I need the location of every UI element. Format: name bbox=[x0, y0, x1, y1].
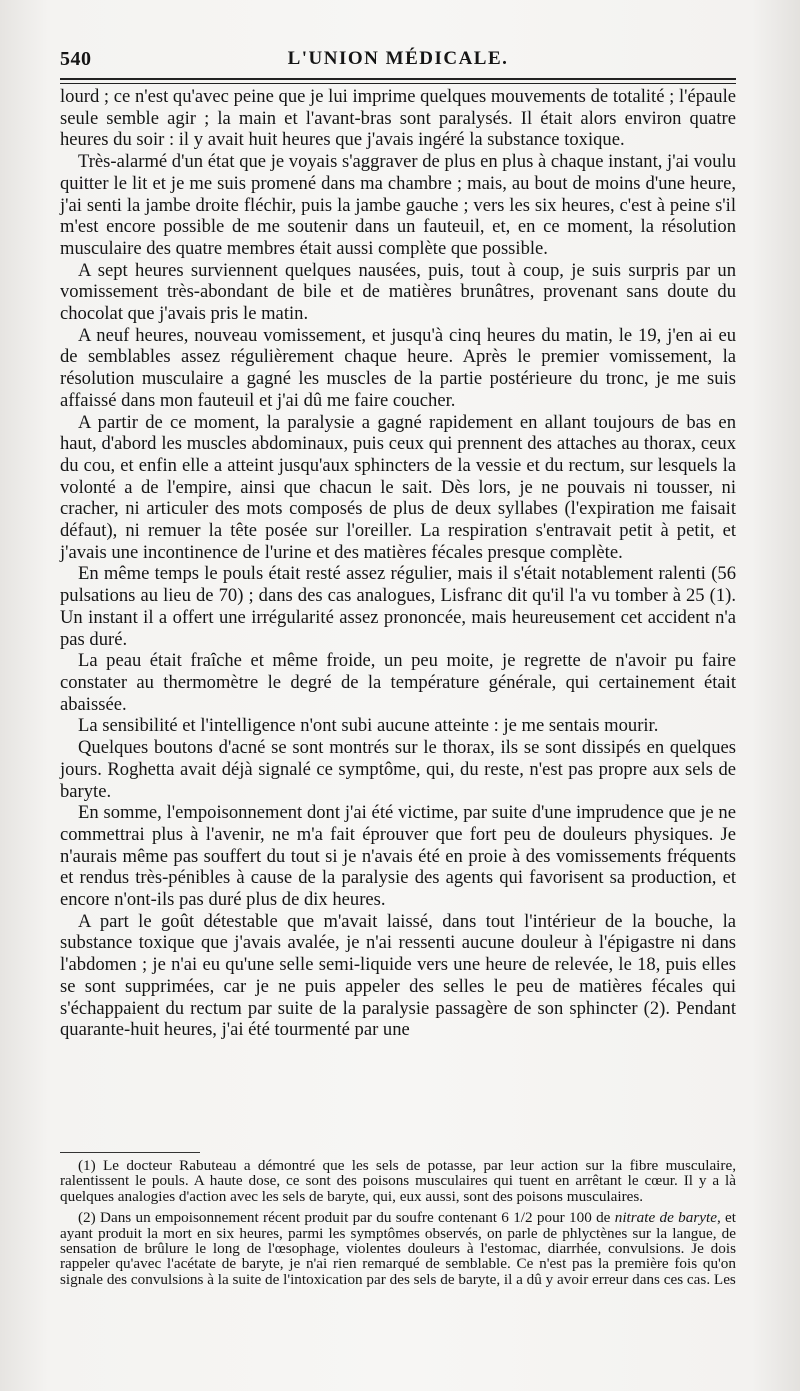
footnote-2-rest: , et ayant produit la mort en six heures, parmi les symptômes observés, on parle de phlyctènes sur la langue, de sensation de brûlure le long de l'œsophage, violentes douleurs à l'estomac, diarrhée, convulsions. Je dois rappeler qu'avec l'acétate de baryte, je n'ai rien remarqué de semblable. Ce n'est pas la première fois qu'on signale des convulsions à la suite de l'intoxication par des sels de baryte, il a dû y avoir erreur dans ces cas. Les bbox=[60, 1209, 736, 1288]
paragraph: En même temps le pouls était resté assez régulier, mais il s'était notablement ralenti (56 pulsations au lieu de 70) ; dans des cas analogues, Lisfranc dit qu'il l'a vu tomber à 25 (1). Un instant il a offert une irrégularité assez prononcée, mais heureusement cet accident n'a pas duré. bbox=[60, 563, 736, 650]
paragraph: La sensibilité et l'intelligence n'ont subi aucune atteinte : je me sentais mourir. bbox=[78, 715, 659, 737]
paragraph: A neuf heures, nouveau vomissement, et jusqu'à cinq heures du matin, le 19, j'en ai eu de semblables assez régulièrement chaque heure. Après le premier vomissement, la résolution musculaire a gagné les muscles de la partie postérieure du tronc, je me suis affaissé dans mon fauteuil et j'ai dû me faire coucher. bbox=[60, 324, 736, 411]
paragraph: Très-alarmé d'un état que je voyais s'aggraver de plus en plus à chaque instant, j'ai voulu quitter le lit et je me suis promené dans ma chambre ; mais, au bout de moins d'une heure, j'ai senti la jambe droite fléchir, puis la jambe gauche ; vers les six heures, c'est à peine s'il m'est encore possible de me soutenir dans un fauteuil, et, en ce moment, la résolution musculaire des quatre membres était aussi complète que possible. bbox=[60, 151, 736, 259]
paragraph: A sept heures surviennent quelques nausées, puis, tout à coup, je suis surpris par un vomissement très-abondant de bile et de matières brunâtres, provenant sans doute du chocolat que j'avais pris le matin. bbox=[60, 259, 736, 325]
paragraph: lourd ; ce n'est qu'avec peine que je lui imprime quelques mouvements de totalité ; l'épaule seule semble agir ; la main et l'avant-bras sont paralysés. Il était alors environ quatre heures du soir : il y avait huit heures que j'avais ingéré la substance toxique. bbox=[60, 86, 736, 151]
footnote-separator bbox=[60, 1152, 200, 1153]
page-number: 540 bbox=[60, 48, 92, 70]
header-rule bbox=[60, 78, 736, 84]
paragraph: A partir de ce moment, la paralysie a gagné rapidement en allant toujours de bas en haut, d'abord les muscles abdominaux, puis ceux qui prennent des attaches au thorax, ceux du cou, et enfin elle a atteint jusqu'aux sphincters de la vessie et du rectum, sur lesquels la volonté a de l'empire, ainsi que chacun le sait. Dès lors, je ne pouvais ni tousser, ni cracher, ni articuler des mots composés de plus de deux syllabes (l'expiration me faisait défaut), ni remuer la tête posée sur l'oreiller. La respiration s'entravait petit à petit, et j'avais une incontinence de l'urine et des matières fécales presque complète. bbox=[60, 411, 736, 563]
paragraph: La peau était fraîche et même froide, un peu moite, je regrette de n'avoir pu faire constater au thermomètre le degré de la température générale, qui certainement était abaissée. bbox=[60, 650, 736, 715]
footnote-2-italic: nitrate de baryte bbox=[614, 1209, 717, 1227]
paragraph: En somme, l'empoisonnement dont j'ai été victime, par suite d'une imprudence que je ne commettrai plus à l'avenir, ne m'a fait éprouver que fort peu de douleurs physiques. Je n'aurais même pas souffert du tout si je n'avais été en proie à des vomissements fréquents et rendus très-pénibles à cause de la paralysie des agents qui favorisent sa production, et encore n'ont-ils pas duré plus de dix heures. bbox=[60, 802, 736, 911]
footnote-1: (1) Le docteur Rabuteau a démontré que les sels de potasse, par leur action sur la fibre musculaire, ralentissent le pouls. A haute dose, ce sont des poisons musculaires qui tuent en arrêtant le cœur. Il y a là quelques analogies d'action avec les sels de baryte, qui, eux aussi, sont des poisons musculaires. bbox=[60, 1157, 736, 1205]
footnote-2-start: (2) Dans un empoisonnement récent produit par du soufre contenant 6 1/2 pour 100 de bbox=[78, 1209, 611, 1227]
main-text bbox=[60, 86, 736, 1041]
running-title: L'UNION MÉDICALE. bbox=[287, 48, 509, 69]
page-header bbox=[60, 46, 736, 74]
footnote-2 bbox=[60, 1210, 736, 1287]
footnotes bbox=[60, 1158, 736, 1293]
paragraph: Quelques boutons d'acné se sont montrés sur le thorax, ils se sont dissipés en quelques jours. Roghetta avait déjà signalé ce symptôme, qui, du reste, n'est pas propre aux sels de baryte. bbox=[60, 737, 736, 802]
paragraph: A part le goût détestable que m'avait laissé, dans tout l'intérieur de la bouche, la substance toxique que j'avais avalée, je n'ai ressenti aucune douleur à l'épigastre ni dans l'abdomen ; je n'ai eu qu'une selle semi-liquide vers une heure de relevée, le 18, puis elles se sont supprimées, car je ne puis appeler des selles le peu de matières fécales qui s'échappaient du rectum par suite de la paralysie passagère de son sphincter (2). Pendant quarante-huit heures, j'ai été tourmenté par une bbox=[60, 910, 736, 1041]
